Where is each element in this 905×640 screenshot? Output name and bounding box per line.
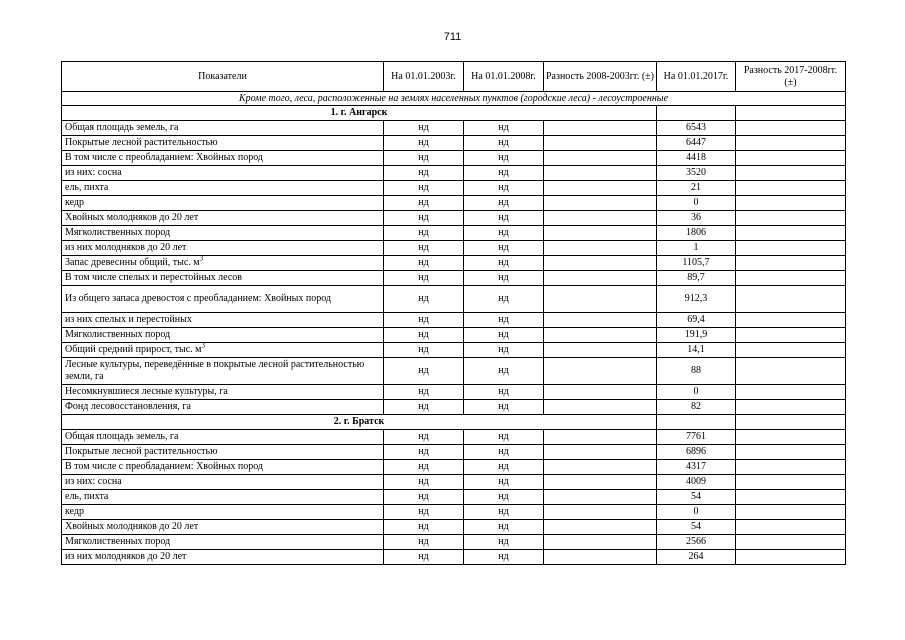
table-row xyxy=(62,535,846,550)
header-2008: На 01.01.2008г. xyxy=(464,62,544,92)
unit-superscript: 3 xyxy=(201,341,205,350)
table-row xyxy=(62,271,846,286)
diff-2008-2003-cell xyxy=(544,490,657,505)
value-2008-cell: нд xyxy=(464,535,544,550)
table-row xyxy=(62,505,846,520)
indicator-label xyxy=(62,196,384,211)
diff-2017-2008-cell xyxy=(736,400,846,415)
section-row xyxy=(62,415,846,430)
diff-2017-2008-cell xyxy=(736,226,846,241)
table-row xyxy=(62,211,846,226)
section-empty-cell xyxy=(657,106,736,121)
diff-2017-2008-cell xyxy=(736,343,846,358)
value-2008-cell: нд xyxy=(464,520,544,535)
indicator-label-text: ель, пихта xyxy=(65,182,109,193)
indicator-label xyxy=(62,166,384,181)
indicator-label-text: ель, пихта xyxy=(65,491,109,502)
section-title: 1. г. Ангарск xyxy=(62,106,657,121)
indicator-label-text: В том числе с преобладанием: Хвойных пород xyxy=(65,152,264,163)
indicator-label-text: Мягколиственных пород xyxy=(65,536,171,547)
value-2017-cell: 0 xyxy=(657,385,736,400)
diff-2017-2008-cell xyxy=(736,505,846,520)
value-2003-cell: нд xyxy=(384,343,464,358)
diff-2008-2003-cell xyxy=(544,328,657,343)
table-row xyxy=(62,166,846,181)
table-row xyxy=(62,286,846,313)
table-row xyxy=(62,136,846,151)
table-row xyxy=(62,241,846,256)
value-2017-cell: 1105,7 xyxy=(657,256,736,271)
indicator-label xyxy=(62,400,384,415)
indicator-label xyxy=(62,475,384,490)
value-2008-cell: нд xyxy=(464,313,544,328)
value-2003-cell: нд xyxy=(384,460,464,475)
table-row xyxy=(62,343,846,358)
indicator-label-text: из них: сосна xyxy=(65,476,122,487)
table-row xyxy=(62,256,846,271)
value-2017-cell: 7761 xyxy=(657,430,736,445)
page-number: 711 xyxy=(443,31,462,43)
diff-2008-2003-cell xyxy=(544,385,657,400)
value-2003-cell: нд xyxy=(384,328,464,343)
value-2003-cell: нд xyxy=(384,358,464,385)
table-row xyxy=(62,445,846,460)
diff-2017-2008-cell xyxy=(736,196,846,211)
indicator-label xyxy=(62,286,384,313)
diff-2008-2003-cell xyxy=(544,445,657,460)
indicator-label-text: Мягколиственных пород xyxy=(65,227,171,238)
indicator-label-text: Хвойных молодняков до 20 лет xyxy=(65,212,199,223)
indicator-label-text: Хвойных молодняков до 20 лет xyxy=(65,521,199,532)
value-2008-cell: нд xyxy=(464,550,544,565)
indicator-label-text: Общая площадь земель, га xyxy=(65,122,179,133)
value-2003-cell: нд xyxy=(384,550,464,565)
indicator-label-text: из них молодняков до 20 лет xyxy=(65,551,187,562)
value-2017-cell: 21 xyxy=(657,181,736,196)
indicator-label-text: Из общего запаса древостоя с преобладанием: Хвойных пород xyxy=(65,293,332,304)
diff-2008-2003-cell xyxy=(544,121,657,136)
table-row xyxy=(62,196,846,211)
table-row xyxy=(62,430,846,445)
diff-2017-2008-cell xyxy=(736,166,846,181)
header-2017: На 01.01.2017г. xyxy=(657,62,736,92)
value-2003-cell: нд xyxy=(384,475,464,490)
table-row xyxy=(62,385,846,400)
indicator-label xyxy=(62,241,384,256)
table-row xyxy=(62,400,846,415)
value-2017-cell: 88 xyxy=(657,358,736,385)
diff-2017-2008-cell xyxy=(736,136,846,151)
header-diff-2017-2008: Разность 2017-2008гг. (±) xyxy=(736,62,846,92)
value-2003-cell: нд xyxy=(384,385,464,400)
diff-2008-2003-cell xyxy=(544,196,657,211)
value-2008-cell: нд xyxy=(464,151,544,166)
indicator-label xyxy=(62,550,384,565)
value-2008-cell: нд xyxy=(464,136,544,151)
indicator-label xyxy=(62,343,384,358)
value-2008-cell: нд xyxy=(464,430,544,445)
diff-2008-2003-cell xyxy=(544,151,657,166)
diff-2017-2008-cell xyxy=(736,151,846,166)
value-2008-cell: нд xyxy=(464,121,544,136)
diff-2008-2003-cell xyxy=(544,430,657,445)
value-2003-cell: нд xyxy=(384,430,464,445)
forest-indicators-table xyxy=(61,61,846,565)
value-2017-cell: 912,3 xyxy=(657,286,736,313)
diff-2008-2003-cell xyxy=(544,181,657,196)
indicator-label xyxy=(62,460,384,475)
value-2003-cell: нд xyxy=(384,166,464,181)
value-2017-cell: 36 xyxy=(657,211,736,226)
value-2017-cell: 1 xyxy=(657,241,736,256)
indicator-label xyxy=(62,271,384,286)
value-2008-cell: нд xyxy=(464,166,544,181)
value-2003-cell: нд xyxy=(384,400,464,415)
value-2008-cell: нд xyxy=(464,226,544,241)
indicator-label xyxy=(62,505,384,520)
value-2017-cell: 14,1 xyxy=(657,343,736,358)
value-2008-cell: нд xyxy=(464,475,544,490)
value-2008-cell: нд xyxy=(464,286,544,313)
diff-2017-2008-cell xyxy=(736,271,846,286)
value-2008-cell: нд xyxy=(464,490,544,505)
diff-2008-2003-cell xyxy=(544,241,657,256)
indicator-label-text: Общая площадь земель, га xyxy=(65,431,179,442)
diff-2008-2003-cell xyxy=(544,256,657,271)
diff-2008-2003-cell xyxy=(544,460,657,475)
section-empty-cell xyxy=(736,415,846,430)
table-row xyxy=(62,226,846,241)
table-row xyxy=(62,550,846,565)
value-2017-cell: 4009 xyxy=(657,475,736,490)
diff-2008-2003-cell xyxy=(544,136,657,151)
value-2017-cell: 6543 xyxy=(657,121,736,136)
note-text: Кроме того, леса, расположенные на землях населенных пунктов (городские леса) - лесоустроенные xyxy=(62,92,846,106)
value-2003-cell: нд xyxy=(384,136,464,151)
indicator-label xyxy=(62,226,384,241)
indicator-label-text: Общий средний прирост, тыс. м xyxy=(65,344,202,355)
indicator-label-text: Покрытые лесной растительностью xyxy=(65,137,218,148)
indicator-label-text: В том числе спелых и перестойных лесов xyxy=(65,272,242,283)
value-2003-cell: нд xyxy=(384,535,464,550)
indicator-label-text: Мягколиственных пород xyxy=(65,329,171,340)
value-2008-cell: нд xyxy=(464,445,544,460)
value-2017-cell: 4418 xyxy=(657,151,736,166)
diff-2008-2003-cell xyxy=(544,286,657,313)
value-2017-cell: 4317 xyxy=(657,460,736,475)
indicator-label xyxy=(62,256,384,271)
value-2008-cell: нд xyxy=(464,460,544,475)
indicator-label xyxy=(62,358,384,385)
table-row xyxy=(62,520,846,535)
indicator-label xyxy=(62,445,384,460)
indicator-label xyxy=(62,151,384,166)
indicator-label-text: Лесные культуры, переведённые в покрытые лесной растительностью земли, га xyxy=(65,359,365,382)
diff-2008-2003-cell xyxy=(544,550,657,565)
value-2008-cell: нд xyxy=(464,358,544,385)
value-2003-cell: нд xyxy=(384,505,464,520)
value-2017-cell: 191,9 xyxy=(657,328,736,343)
section-title: 2. г. Братск xyxy=(62,415,657,430)
table-row xyxy=(62,151,846,166)
table-row xyxy=(62,121,846,136)
diff-2008-2003-cell xyxy=(544,226,657,241)
table-row xyxy=(62,313,846,328)
diff-2017-2008-cell xyxy=(736,328,846,343)
header-2003: На 01.01.2003г. xyxy=(384,62,464,92)
indicator-label xyxy=(62,430,384,445)
note-row xyxy=(62,92,846,106)
value-2017-cell: 82 xyxy=(657,400,736,415)
value-2008-cell: нд xyxy=(464,211,544,226)
value-2003-cell: нд xyxy=(384,256,464,271)
diff-2017-2008-cell xyxy=(736,550,846,565)
value-2008-cell: нд xyxy=(464,181,544,196)
table-row xyxy=(62,328,846,343)
diff-2017-2008-cell xyxy=(736,181,846,196)
value-2003-cell: нд xyxy=(384,271,464,286)
table-row xyxy=(62,490,846,505)
value-2008-cell: нд xyxy=(464,328,544,343)
value-2017-cell: 69,4 xyxy=(657,313,736,328)
value-2003-cell: нд xyxy=(384,445,464,460)
indicator-label xyxy=(62,121,384,136)
diff-2008-2003-cell xyxy=(544,520,657,535)
section-empty-cell xyxy=(736,106,846,121)
value-2003-cell: нд xyxy=(384,490,464,505)
value-2003-cell: нд xyxy=(384,241,464,256)
indicator-label-text: кедр xyxy=(65,197,85,208)
diff-2017-2008-cell xyxy=(736,475,846,490)
diff-2017-2008-cell xyxy=(736,520,846,535)
value-2017-cell: 264 xyxy=(657,550,736,565)
value-2008-cell: нд xyxy=(464,196,544,211)
diff-2017-2008-cell xyxy=(736,535,846,550)
indicator-label xyxy=(62,313,384,328)
indicator-label xyxy=(62,181,384,196)
value-2017-cell: 54 xyxy=(657,490,736,505)
indicator-label xyxy=(62,328,384,343)
value-2003-cell: нд xyxy=(384,181,464,196)
indicator-label xyxy=(62,520,384,535)
table-row xyxy=(62,358,846,385)
diff-2008-2003-cell xyxy=(544,166,657,181)
diff-2008-2003-cell xyxy=(544,313,657,328)
table-row xyxy=(62,460,846,475)
diff-2017-2008-cell xyxy=(736,460,846,475)
indicator-label-text: В том числе с преобладанием: Хвойных пород xyxy=(65,461,264,472)
diff-2017-2008-cell xyxy=(736,286,846,313)
header-diff-2008-2003: Разность 2008-2003гг. (±) xyxy=(544,62,657,92)
header-indicators: Показатели xyxy=(62,62,384,92)
diff-2017-2008-cell xyxy=(736,430,846,445)
diff-2008-2003-cell xyxy=(544,505,657,520)
diff-2017-2008-cell xyxy=(736,313,846,328)
value-2017-cell: 6896 xyxy=(657,445,736,460)
indicator-label xyxy=(62,211,384,226)
header-row xyxy=(62,62,846,92)
diff-2017-2008-cell xyxy=(736,445,846,460)
diff-2017-2008-cell xyxy=(736,256,846,271)
unit-superscript: 3 xyxy=(199,254,204,263)
value-2003-cell: нд xyxy=(384,211,464,226)
diff-2017-2008-cell xyxy=(736,385,846,400)
diff-2008-2003-cell xyxy=(544,358,657,385)
diff-2008-2003-cell xyxy=(544,271,657,286)
value-2008-cell: нд xyxy=(464,256,544,271)
value-2003-cell: нд xyxy=(384,151,464,166)
indicator-label-text: кедр xyxy=(65,506,85,517)
value-2017-cell: 1806 xyxy=(657,226,736,241)
diff-2017-2008-cell xyxy=(736,121,846,136)
section-empty-cell xyxy=(657,415,736,430)
indicator-label xyxy=(62,136,384,151)
indicator-label-text: Запас древесины общий, тыс. м xyxy=(65,257,200,268)
value-2017-cell: 54 xyxy=(657,520,736,535)
diff-2008-2003-cell xyxy=(544,211,657,226)
value-2008-cell: нд xyxy=(464,241,544,256)
indicator-label-text: Покрытые лесной растительностью xyxy=(65,446,218,457)
diff-2008-2003-cell xyxy=(544,400,657,415)
value-2017-cell: 3520 xyxy=(657,166,736,181)
diff-2008-2003-cell xyxy=(544,475,657,490)
diff-2017-2008-cell xyxy=(736,241,846,256)
diff-2017-2008-cell xyxy=(736,358,846,385)
diff-2017-2008-cell xyxy=(736,490,846,505)
value-2017-cell: 6447 xyxy=(657,136,736,151)
table-row xyxy=(62,475,846,490)
value-2003-cell: нд xyxy=(384,520,464,535)
indicator-label xyxy=(62,490,384,505)
value-2008-cell: нд xyxy=(464,400,544,415)
value-2003-cell: нд xyxy=(384,286,464,313)
indicator-label-text: Фонд лесовосстановления, га xyxy=(65,401,191,412)
indicator-label-text: Несомкнувшиеся лесные культуры, га xyxy=(65,386,228,397)
indicator-label-text: из них: сосна xyxy=(65,167,122,178)
diff-2017-2008-cell xyxy=(736,211,846,226)
value-2008-cell: нд xyxy=(464,271,544,286)
value-2003-cell: нд xyxy=(384,226,464,241)
section-row xyxy=(62,106,846,121)
value-2003-cell: нд xyxy=(384,196,464,211)
value-2003-cell: нд xyxy=(384,121,464,136)
value-2008-cell: нд xyxy=(464,505,544,520)
value-2017-cell: 2566 xyxy=(657,535,736,550)
indicator-label xyxy=(62,385,384,400)
value-2008-cell: нд xyxy=(464,343,544,358)
value-2003-cell: нд xyxy=(384,313,464,328)
value-2017-cell: 89,7 xyxy=(657,271,736,286)
value-2017-cell: 0 xyxy=(657,196,736,211)
value-2008-cell: нд xyxy=(464,385,544,400)
indicator-label-text: из них спелых и перестойных xyxy=(65,314,192,325)
indicator-label xyxy=(62,535,384,550)
table-row xyxy=(62,181,846,196)
diff-2008-2003-cell xyxy=(544,343,657,358)
value-2017-cell: 0 xyxy=(657,505,736,520)
indicator-label-text: из них молодняков до 20 лет xyxy=(65,242,187,253)
diff-2008-2003-cell xyxy=(544,535,657,550)
